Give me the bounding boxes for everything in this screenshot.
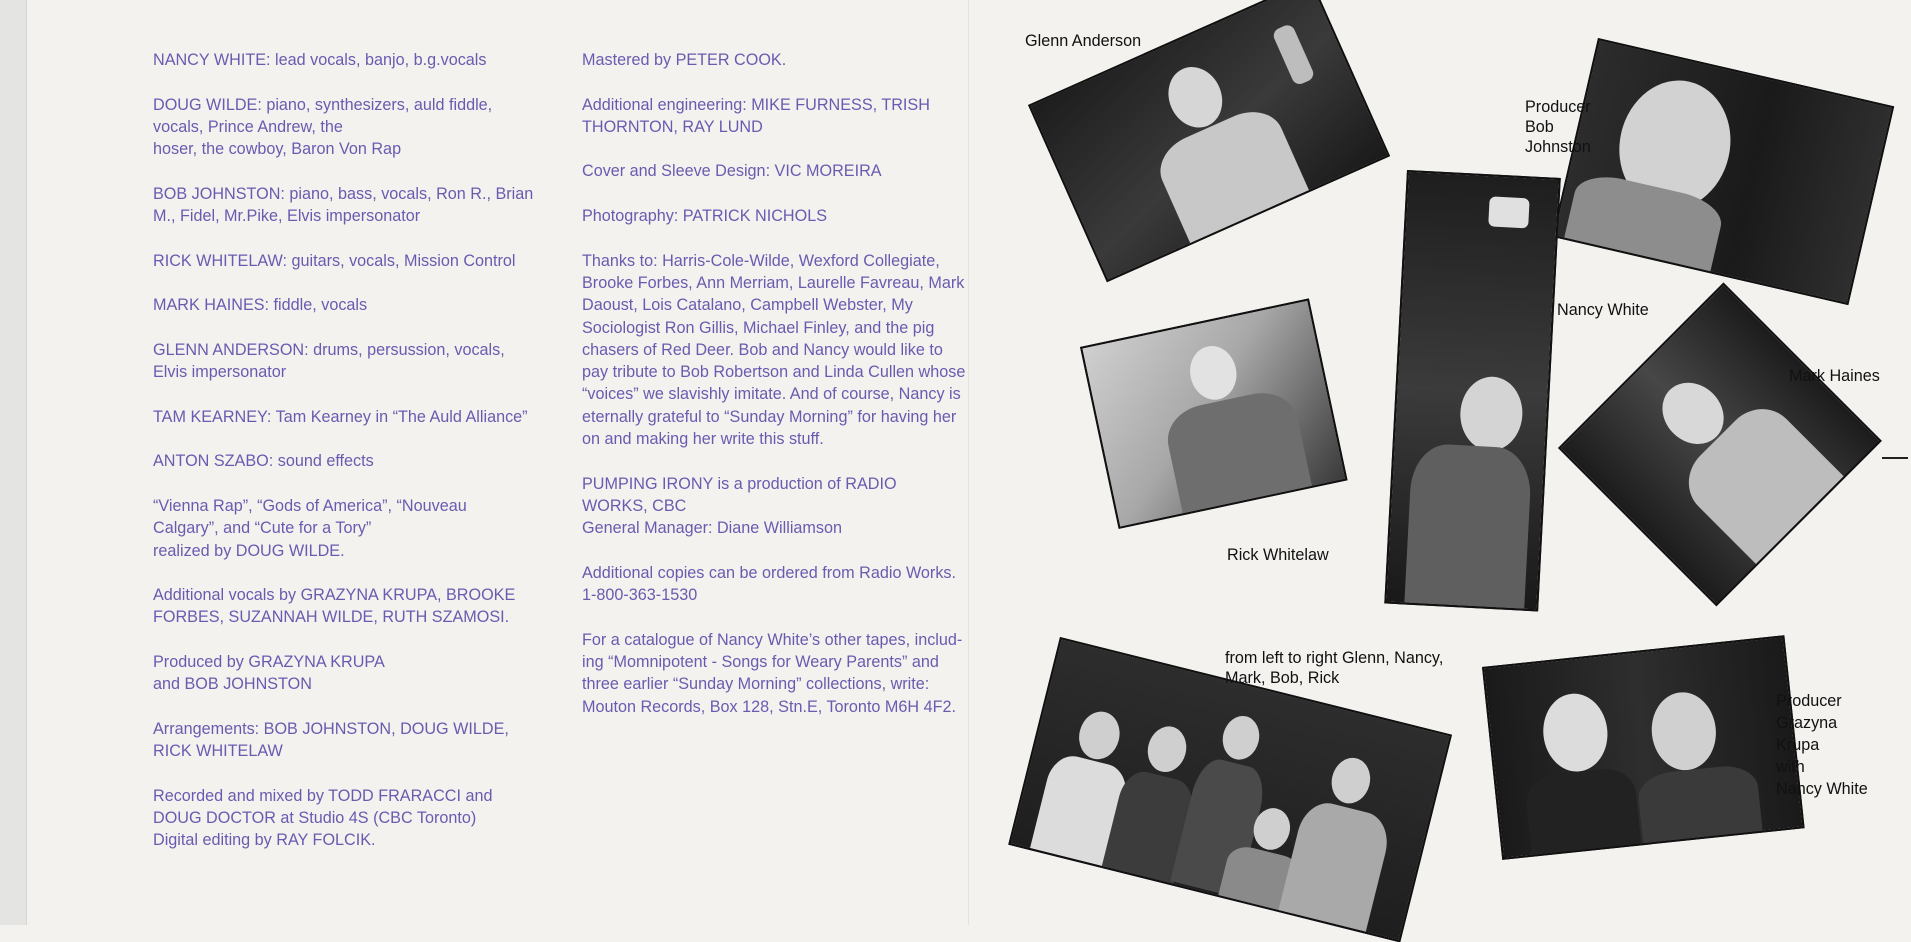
edge-mark xyxy=(1882,457,1908,459)
credit-glenn-anderson: GLENN ANDERSON: drums, persussion, vocals, Elvis impersonator xyxy=(153,340,505,382)
credit-production: PUMPING IRONY is a production of RADIO WORKS, CBC General Manager: Diane Williamson xyxy=(582,474,897,538)
credit-doug-wilde: DOUG WILDE: piano, synthesizers, auld fiddle, vocals, Prince Andrew, the hoser, the cowboy, Baron Von Rap xyxy=(153,95,493,159)
credit-anton-szabo: ANTON SZABO: sound effects xyxy=(153,452,374,471)
credit-additional-vocals: Additional vocals by GRAZYNA KRUPA, BROOKE FORBES, SUZANNAH WILDE, RUTH SZAMOSI. xyxy=(153,586,516,627)
credit-rick-whitelaw: RICK WHITELAW: guitars, vocals, Mission Control xyxy=(153,251,516,270)
caption-nancy-white: Nancy White xyxy=(1557,301,1649,319)
credit-engineering: Additional engineering: MIKE FURNESS, TRISH THORNTON, RAY LUND xyxy=(582,95,930,136)
caption-producer-grazyna-krupa: Producer Grazyna Krupa with Nancy White xyxy=(1776,692,1868,798)
page-edge xyxy=(0,0,27,925)
credit-mark-haines: MARK HAINES: fiddle, vocals xyxy=(153,296,368,315)
photo-nancy-white xyxy=(1384,170,1561,611)
credit-mastered: Mastered by PETER COOK. xyxy=(582,51,787,69)
credit-recorded-mixed: Recorded and mixed by TODD FRARACCI and DOUG DOCTOR at Studio 4S (CBC Toronto) Digital editing by RAY FOLCIK. xyxy=(153,786,493,850)
credit-bob-johnston: BOB JOHNSTON: piano, bass, vocals, Ron R., Brian M., Fidel, Mr.Pike, Elvis impersonator xyxy=(153,184,534,226)
photo-bob-johnston xyxy=(1552,38,1894,305)
caption-producer-bob-johnston: Producer Bob Johnston xyxy=(1525,98,1591,156)
credit-catalogue: For a catalogue of Nancy White’s other tapes, includ- ing “Momnipotent - Songs for Weary Parents” and three earlier “Sunday Morning” collections, write: Mouton Records, Box 128, Stn.E, Toronto M6H 4F2. xyxy=(582,630,963,716)
credit-arrangements: Arrangements: BOB JOHNSTON, DOUG WILDE, RICK WHITELAW xyxy=(153,719,509,761)
caption-glenn-anderson: Glenn Anderson xyxy=(1025,32,1142,50)
credits-middle-column xyxy=(582,49,982,740)
credit-realized-by: “Vienna Rap”, “Gods of America”, “Nouveau Calgary”, and “Cute for a Tory” realized by DOUG WILDE. xyxy=(153,496,467,560)
caption-group: from left to right Glenn, Nancy, Mark, Bob, Rick xyxy=(1225,649,1444,687)
credits-left-column xyxy=(153,49,573,874)
photo-mark-haines xyxy=(1558,283,1882,607)
credit-design: Cover and Sleeve Design: VIC MOREIRA xyxy=(582,162,882,181)
credit-produced-by: Produced by GRAZYNA KRUPA and BOB JOHNSTON xyxy=(153,653,385,694)
caption-mark-haines: Mark Haines xyxy=(1789,367,1880,385)
caption-rick-whitelaw: Rick Whitelaw xyxy=(1227,546,1329,564)
photo-grazyna-nancy xyxy=(1482,635,1805,860)
credit-thanks: Thanks to: Harris-Cole-Wilde, Wexford Collegiate, Brooke Forbes, Ann Merriam, Laurelle Favreau, Mark Daoust, Lois Catalano, Campbell Webster, My Sociologist Ron Gillis, Michael Finley, and the pig chasers of Red Deer. Bob and Nancy would like to pay tribute to Bob Robertson and Linda Cullen whose “voices” we slavishly imitate. And of course, Nancy is eternally grateful to “Sunday Morning” for having her on and making her write this stuff. xyxy=(582,251,966,449)
credit-tam-kearney: TAM KEARNEY: Tam Kearney in “The Auld Alliance” xyxy=(153,407,528,426)
photo-rick-whitelaw xyxy=(1080,298,1348,529)
credit-photography: Photography: PATRICK NICHOLS xyxy=(582,207,828,226)
credit-copies: Additional copies can be ordered from Radio Works. 1-800-363-1530 xyxy=(582,563,957,605)
credit-nancy-white: NANCY WHITE: lead vocals, banjo, b.g.vocals xyxy=(153,51,487,69)
